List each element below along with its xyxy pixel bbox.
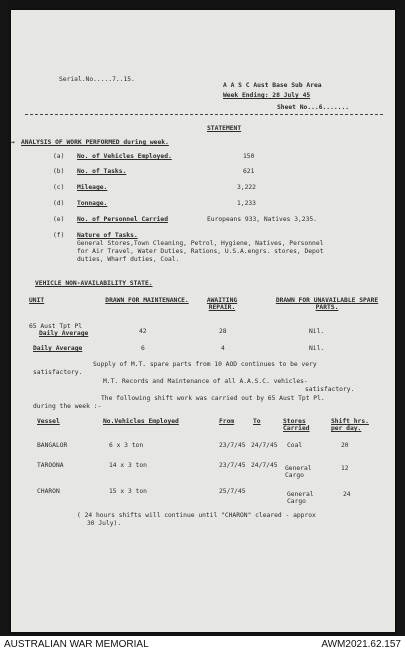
- week-ending: Week Ending: 28 July 45: [223, 92, 311, 99]
- table-cell: 23/7/45: [219, 442, 246, 449]
- section-title: STATEMENT: [207, 125, 242, 132]
- column-header: AWAITING REPAIR.: [206, 297, 238, 311]
- analysis-heading: ANALYSIS OF WORK PERFORMED during week.: [21, 139, 169, 146]
- table-cell: Cargo: [287, 498, 306, 505]
- item-label: No. of Vehicles Employed.: [77, 153, 172, 160]
- table-cell: 25/7/45: [219, 488, 246, 495]
- table-cell: Daily Average: [33, 345, 83, 352]
- table-cell: 6 x 3 ton: [109, 442, 144, 449]
- paragraph-line: satisfactory.: [33, 369, 83, 376]
- item-letter: (d): [53, 200, 65, 207]
- table-cell: 4: [221, 345, 225, 352]
- column-header: Stores Carried: [283, 418, 310, 432]
- item-label: No. of Personnel Carried: [77, 216, 168, 223]
- table-cell: Nil.: [309, 328, 325, 335]
- item-value: 3,222: [237, 184, 256, 191]
- item-value: 621: [243, 168, 255, 175]
- archive-name: AUSTRALIAN WAR MEMORIAL: [4, 639, 149, 650]
- sheet-number: Sheet No...6.......: [277, 104, 350, 111]
- table-cell: 28: [219, 328, 227, 335]
- header-divider: [25, 114, 383, 115]
- table-cell: Nil.: [309, 345, 325, 352]
- nature-line: General Stores,Town Cleaning, Petrol, Hygiene, Natives, Personnel: [77, 240, 324, 247]
- item-label: Mileage.: [77, 184, 108, 191]
- column-header: From: [219, 418, 235, 425]
- table-cell: 24/7/45: [251, 442, 278, 449]
- table-cell: TAROONA: [37, 462, 64, 469]
- column-header: DRAWN FOR MAINTENANCE.: [105, 297, 189, 304]
- paragraph-line: The following shift work was carried out by 65 Aust Tpt Pl.: [101, 395, 325, 402]
- column-header: DRAWN FOR UNAVAILABLE SPARE PARTS.: [275, 297, 379, 311]
- nature-line: duties, Wharf duties, Coal.: [77, 256, 180, 263]
- column-header: No.Vehicles Employed: [103, 418, 179, 425]
- item-label: Tonnage.: [77, 200, 108, 207]
- document-page: [11, 10, 395, 632]
- item-value: 1,233: [237, 200, 256, 207]
- table-cell: Daily Average: [39, 330, 89, 337]
- column-header: Vessel: [37, 418, 60, 425]
- arrow-mark: →: [11, 139, 15, 146]
- nature-line: for Air Travel, Water Duties, Rations, U.S.A.engrs. stores, Depot: [77, 248, 324, 255]
- table-cell: 24/7/45: [251, 462, 278, 469]
- archive-reference: AWM2021.62.157: [321, 639, 401, 650]
- column-header: Shift hrs. per day.: [331, 418, 369, 432]
- table-cell: 24: [343, 491, 351, 498]
- table-cell: Coal: [287, 442, 303, 449]
- item-value: 150: [243, 153, 255, 160]
- column-header: To: [253, 418, 261, 425]
- paragraph-line: satisfactory.: [305, 386, 355, 393]
- table-cell: 14 x 3 ton: [109, 462, 147, 469]
- table-cell: 23/7/45: [219, 462, 246, 469]
- paragraph-line: M.T. Records and Maintenance of all A.A.S.C. vehicles-: [103, 378, 308, 385]
- table-cell: 42: [139, 328, 147, 335]
- table-cell: 20: [341, 442, 349, 449]
- shift-note: ( 24 hours shifts will continue until "CHARON" cleared - approx: [77, 512, 316, 519]
- table-cell: BANGALOR: [37, 442, 68, 449]
- shift-note: 30 July).: [87, 520, 122, 527]
- item-value: Europeans 933, Natives 3,235.: [207, 216, 317, 223]
- column-header: UNIT: [29, 297, 45, 304]
- item-label: No. of Tasks.: [77, 168, 127, 175]
- item-letter: (a): [53, 153, 65, 160]
- table-cell: 15 x 3 ton: [109, 488, 147, 495]
- table-cell: Cargo: [285, 472, 304, 479]
- archive-footer: [0, 636, 405, 653]
- table-cell: 6: [141, 345, 145, 352]
- table-cell: 65 Aust Tpt Pl: [29, 323, 83, 330]
- table-cell: General: [287, 491, 314, 498]
- item-letter: (c): [53, 184, 65, 191]
- serial-number: Serial.No.....7..15.: [59, 76, 135, 83]
- table-cell: General: [285, 465, 312, 472]
- item-letter: (b): [53, 168, 65, 175]
- paragraph-line: Supply of M.T. spare parts from 10 AOD continues to be very: [93, 361, 317, 368]
- table-cell: 12: [341, 465, 349, 472]
- availability-heading: VEHICLE NON-AVAILABILITY STATE.: [35, 280, 153, 287]
- item-letter: (f): [53, 232, 65, 239]
- paragraph-line: during the week :-: [33, 403, 102, 410]
- unit-title: A A S C Aust Base Sub Area: [223, 82, 322, 89]
- item-label: Nature of Tasks.: [77, 232, 138, 239]
- item-letter: (e): [53, 216, 65, 223]
- table-cell: CHARON: [37, 488, 60, 495]
